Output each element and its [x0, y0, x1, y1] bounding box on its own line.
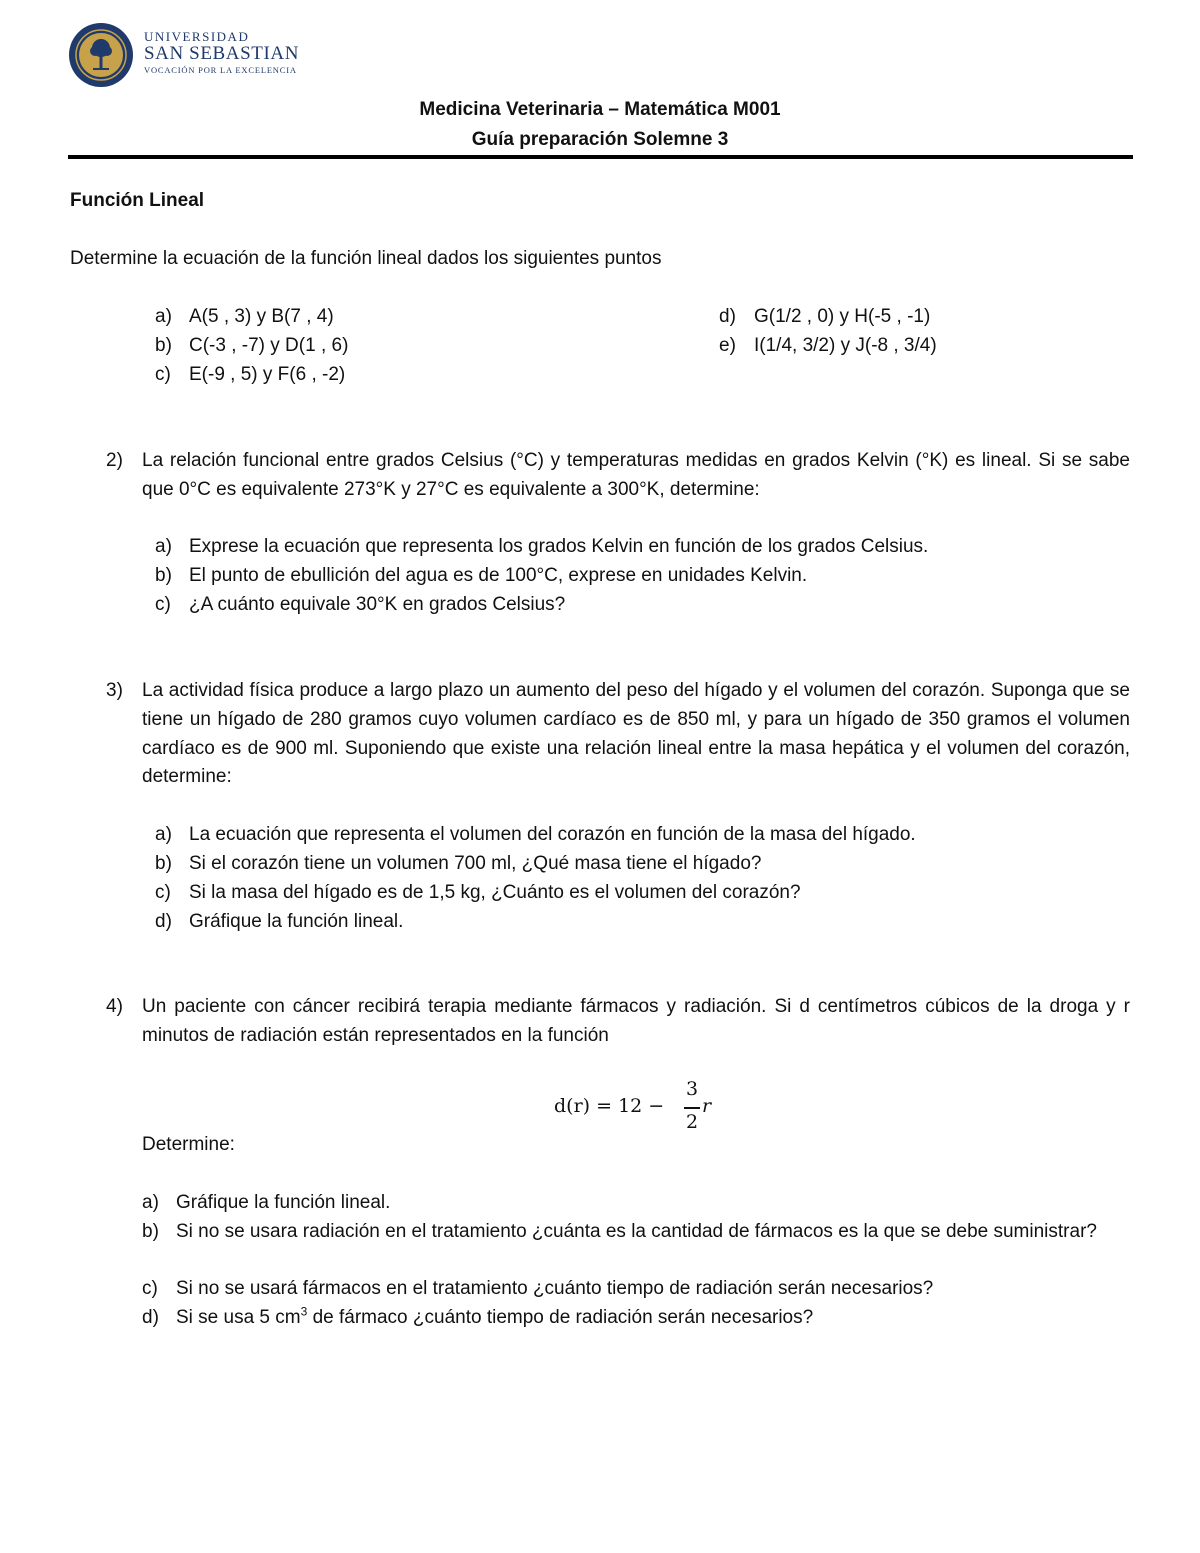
list-item: C(-3 , -7) y D(1 , 6) [189, 335, 349, 356]
university-logo [68, 22, 308, 90]
section-heading: Función Lineal [70, 190, 205, 211]
question-number: 4) [106, 996, 123, 1017]
logo-line-3: VOCACIÓN POR LA EXCELENCIA [144, 65, 297, 75]
list-item-label: d) [719, 306, 736, 327]
list-item: ¿A cuánto equivale 30°K en grados Celsius? [189, 594, 566, 615]
list-item-label: a) [155, 536, 172, 557]
fraction-numerator: 3 [685, 1078, 699, 1100]
list-item-label: a) [155, 306, 172, 327]
section-instruction: Determine la ecuación de la función lineal dados los siguientes puntos [70, 248, 662, 269]
university-seal-icon [68, 22, 134, 88]
list-item: A(5 , 3) y B(7 , 4) [189, 306, 334, 327]
list-item: La ecuación que representa el volumen del corazón en función de la masa del hígado. [189, 824, 916, 845]
question-text: La relación funcional entre grados Celsius (°C) y temperaturas medidas en grados Kelvin (°K) es lineal. Si se sabe que 0°C es equivalente 273°K y 27°C es equivalente a 300°K, determine: [142, 450, 1130, 500]
question-number: 3) [106, 680, 123, 701]
page-subtitle: Guía preparación Solemne 3 [471, 129, 729, 150]
list-item-label: a) [142, 1192, 159, 1213]
list-item-label: d) [155, 911, 172, 932]
fraction-bar [684, 1107, 700, 1109]
list-item-label: c) [142, 1278, 158, 1299]
list-item: Si la masa del hígado es de 1,5 kg, ¿Cuánto es el volumen del corazón? [189, 882, 801, 903]
list-item [176, 1304, 813, 1333]
list-item: Si no se usara radiación en el tratamiento ¿cuánta es la cantidad de fármacos es la que se debe suministrar? [176, 1221, 1097, 1242]
list-item-text-before: Si se usa 5 cm [176, 1307, 301, 1328]
list-item: Gráfique la función lineal. [176, 1192, 391, 1213]
formula-variable: r [702, 1095, 712, 1117]
question-number: 2) [106, 450, 123, 471]
logo-line-1: UNIVERSIDAD [144, 29, 250, 44]
header-divider [68, 155, 1133, 159]
superscript: 3 [300, 1304, 308, 1319]
determine-label: Determine: [142, 1134, 235, 1155]
list-item: Si no se usará fármacos en el tratamiento ¿cuánto tiempo de radiación serán necesarios? [176, 1278, 934, 1299]
list-item-label: b) [155, 565, 172, 586]
list-item-label: e) [719, 335, 736, 356]
list-item-label: c) [155, 594, 171, 615]
formula-lhs: d(r) = 12 − [554, 1095, 665, 1117]
list-item: Gráfique la función lineal. [189, 911, 404, 932]
list-item-text-after: de fármaco ¿cuánto tiempo de radiación serán necesarios? [307, 1307, 814, 1328]
list-item-label: b) [142, 1221, 159, 1242]
list-item-label: a) [155, 824, 172, 845]
list-item: I(1/4, 3/2) y J(-8 , 3/4) [754, 335, 937, 356]
list-item-label: b) [155, 335, 172, 356]
list-item: G(1/2 , 0) y H(-5 , -1) [754, 306, 931, 327]
list-item: E(-9 , 5) y F(6 , -2) [189, 364, 346, 385]
logo-line-2: SAN SEBASTIAN [144, 43, 300, 64]
question-text: La actividad física produce a largo plazo un aumento del peso del hígado y el volumen del corazón. Suponga que se tiene un hígado de 280 gramos cuyo volumen cardíaco es de 850 ml, y para un hígado de 350 gramos el volumen cardíaco es de 900 ml. Suponiendo que existe una relación lineal entre la masa hepática y el volumen del corazón, determine: [142, 680, 1130, 788]
list-item: El punto de ebullición del agua es de 100°C, exprese en unidades Kelvin. [189, 565, 808, 586]
page-title: Medicina Veterinaria – Matemática M001 [419, 99, 781, 120]
list-item-label: c) [155, 882, 171, 903]
list-item-label: c) [155, 364, 171, 385]
fraction-denominator: 2 [685, 1111, 699, 1133]
list-item-label: b) [155, 853, 172, 874]
list-item: Exprese la ecuación que representa los grados Kelvin en función de los grados Celsius. [189, 536, 929, 557]
list-item-label: d) [142, 1307, 159, 1328]
list-item: Si el corazón tiene un volumen 700 ml, ¿Qué masa tiene el hígado? [189, 853, 762, 874]
question-text: Un paciente con cáncer recibirá terapia mediante fármacos y radiación. Si d centímetros cúbicos de la droga y r minutos de radiación están representados en la función [142, 996, 1130, 1046]
